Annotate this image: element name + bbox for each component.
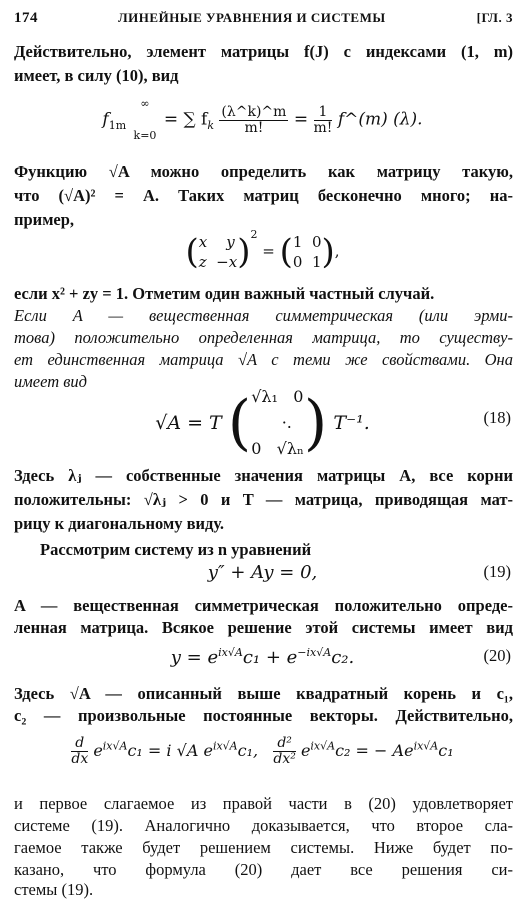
- text-line: A — вещественная симметрическая положительно опреде-: [14, 596, 513, 615]
- text-line: Здесь λⱼ — собственные значения матрицы A, все корни: [14, 466, 513, 485]
- equation-number-19: (19): [483, 562, 511, 581]
- chapter-label: [ГЛ. 3: [476, 10, 513, 25]
- text-line: положительны: √λⱼ > 0 и T — матрица, приводящая мат-: [14, 490, 513, 509]
- text-line: това) положительно определенная матрица, то существу-: [14, 328, 513, 347]
- text-line: стемы (19).: [14, 880, 94, 899]
- formula-19: y″ + Ay = 0,: [207, 562, 318, 583]
- formula-20: $y = e^{ix√A}c_1 + e^{-ix√A}c_2$.: [170, 646, 355, 668]
- page-number: 174: [14, 10, 38, 26]
- equation-number-20: (20): [483, 646, 511, 665]
- text-line: гаемое также будет решением системы. Ниже будет по-: [14, 838, 513, 857]
- formula-matrix-example: (x y z −x)$^2$ = (1 0 0 1),: [185, 228, 340, 272]
- text-line: если x² + zy = 1. Отметим один важный частный случай.: [14, 284, 435, 303]
- equation-number-18: (18): [483, 408, 511, 427]
- text-line: ленная матрица. Всякое решение этой системы имеет вид: [14, 618, 513, 637]
- text-line: и первое слагаемое из правой части в (20) удовлетворяет: [14, 794, 513, 813]
- text-line: c₂ — произвольные постоянные векторы. Действительно,: [14, 706, 513, 725]
- formula-f1m: $f_{1m}$ ∞ k=0 = ∑ $f_k$ $\frac{(\lambda\^{}k)\^{}m}{m!}$ = $\frac{1}{m!}$ f^(m) (λ).: [102, 97, 423, 142]
- text-line: ет единственная матрица √A с теми же свойствами. Она: [14, 350, 513, 369]
- text-line: рицу к диагональному виду.: [14, 514, 225, 533]
- text-line: Действительно, элемент матрицы f(J) с индексами (1, m): [14, 42, 513, 61]
- text-line: что (√A)² = A. Таких матриц бесконечно много; на-: [14, 186, 513, 205]
- text-line: Функцию √A можно определить как матрицу такую,: [14, 162, 513, 181]
- formula-18: √A = T (√λ₁ 0 ·. 0 √λₙ) T⁻¹.: [155, 387, 370, 458]
- text-line: казано, что формула (20) дает все решения си-: [14, 860, 513, 879]
- text-line: имеет вид: [14, 372, 88, 391]
- running-title: ЛИНЕЙНЫЕ УРАВНЕНИЯ И СИСТЕМЫ: [118, 10, 386, 25]
- text-line: имеет, в силу (10), вид: [14, 66, 179, 85]
- text-line: Если A — вещественная симметрическая (или эрми-: [14, 306, 513, 325]
- text-line: Рассмотрим систему из n уравнений: [40, 540, 312, 559]
- text-line: Здесь √A — описанный выше квадратный корень и c₁,: [14, 684, 513, 703]
- text-line: пример,: [14, 210, 75, 229]
- text-line: системе (19). Аналогично доказывается, что второе сла-: [14, 816, 513, 835]
- formula-derivatives: $\frac{d}{dx}$ $e^{ix√A}c_1 = i$ √A $e^{ix√A}c_1$, $\frac{\text{d²}}{\text{dx²}}$ $e^{ix√A}c_2$ = − $Ae^{ix√A}c_1$: [71, 735, 454, 767]
